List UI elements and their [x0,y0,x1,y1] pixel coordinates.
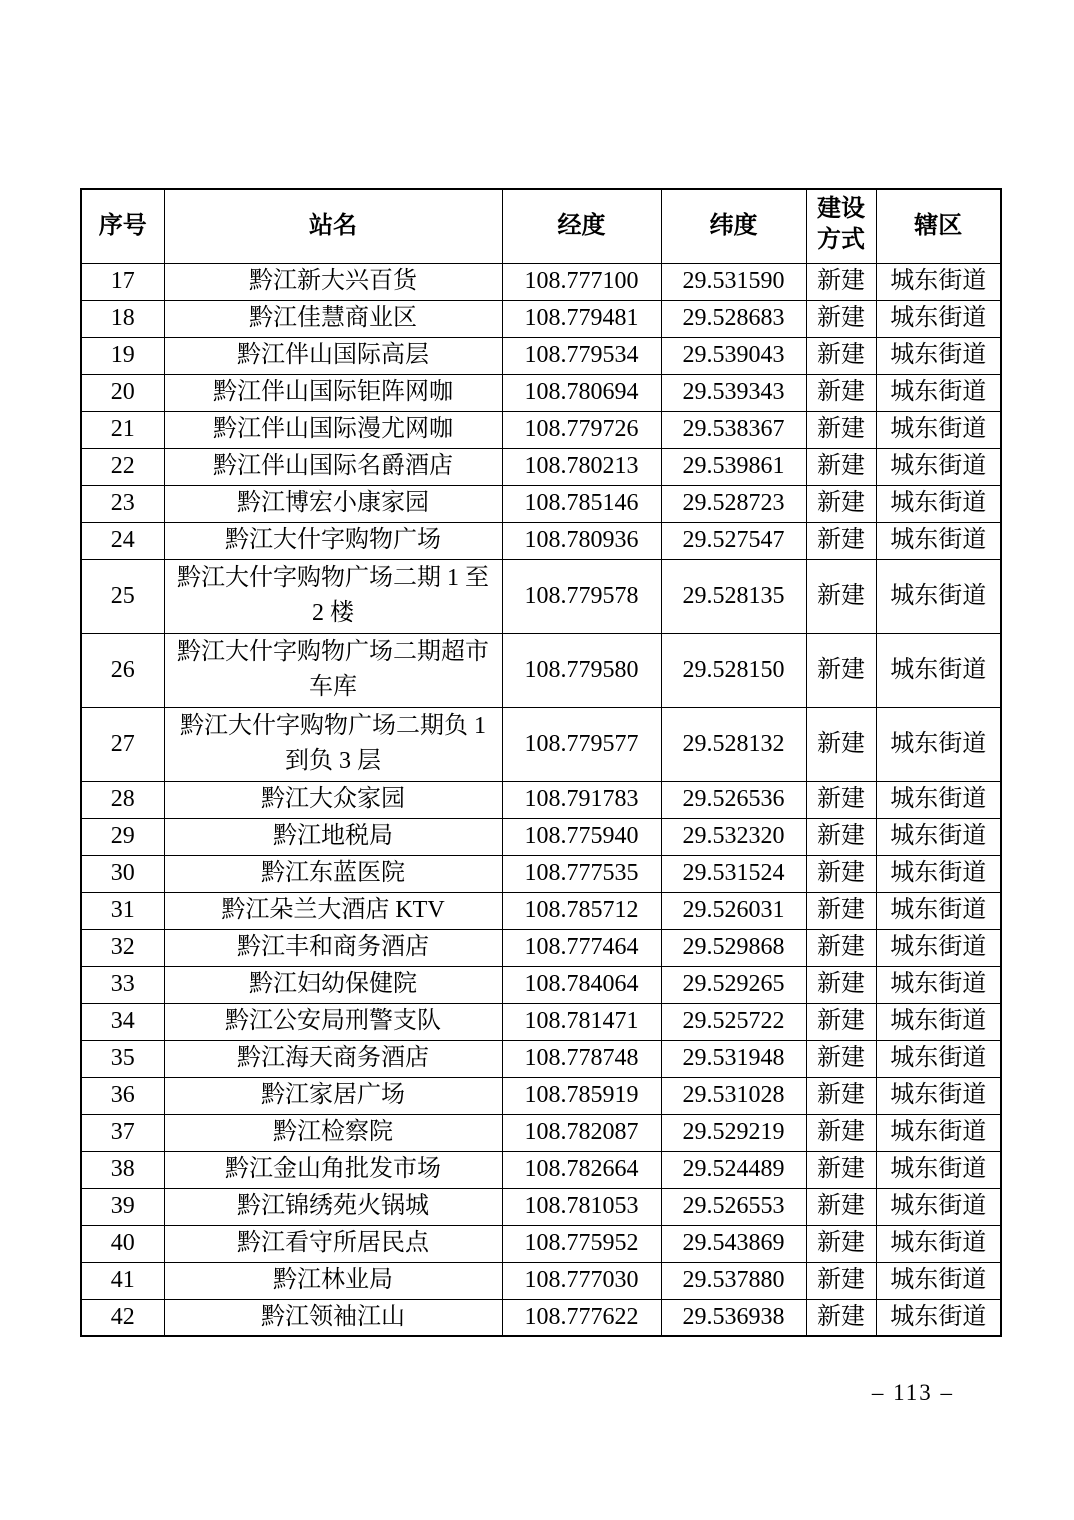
cell-district: 城东街道 [876,1040,1001,1077]
cell-district: 城东街道 [876,1299,1001,1336]
cell-longitude: 108.782664 [502,1151,661,1188]
cell-construction: 新建 [806,855,876,892]
table-row [81,559,1001,633]
table-row [81,374,1001,411]
cell-name: 黔江佳慧商业区 [164,300,502,337]
cell-district: 城东街道 [876,448,1001,485]
cell-construction: 新建 [806,1077,876,1114]
cell-index: 37 [81,1114,164,1151]
cell-index: 40 [81,1225,164,1262]
cell-construction: 新建 [806,1299,876,1336]
cell-longitude: 108.785712 [502,892,661,929]
cell-latitude: 29.526553 [661,1188,806,1225]
cell-latitude: 29.531524 [661,855,806,892]
table-row [81,707,1001,781]
cell-longitude: 108.777464 [502,929,661,966]
cell-longitude: 108.781471 [502,1003,661,1040]
cell-index: 27 [81,707,164,781]
cell-longitude: 108.779578 [502,559,661,633]
cell-name: 黔江家居广场 [164,1077,502,1114]
table-row [81,781,1001,818]
cell-construction: 新建 [806,892,876,929]
header-row [81,189,1001,263]
cell-longitude: 108.780936 [502,522,661,559]
cell-latitude: 29.528723 [661,485,806,522]
cell-index: 21 [81,411,164,448]
table-row [81,1114,1001,1151]
cell-latitude: 29.531028 [661,1077,806,1114]
cell-construction: 新建 [806,485,876,522]
cell-index: 33 [81,966,164,1003]
table-row [81,818,1001,855]
cell-latitude: 29.529868 [661,929,806,966]
cell-latitude: 29.531948 [661,1040,806,1077]
cell-construction: 新建 [806,966,876,1003]
cell-latitude: 29.528683 [661,300,806,337]
cell-construction: 新建 [806,1262,876,1299]
cell-district: 城东街道 [876,892,1001,929]
cell-district: 城东街道 [876,559,1001,633]
cell-latitude: 29.524489 [661,1151,806,1188]
cell-name: 黔江大什字购物广场 [164,522,502,559]
cell-latitude: 29.532320 [661,818,806,855]
column-header-index [81,189,164,263]
table-row [81,929,1001,966]
cell-longitude: 108.779726 [502,411,661,448]
cell-construction: 新建 [806,781,876,818]
cell-index: 39 [81,1188,164,1225]
table-row [81,1003,1001,1040]
table-row [81,300,1001,337]
cell-name: 黔江公安局刑警支队 [164,1003,502,1040]
cell-index: 32 [81,929,164,966]
column-header-longitude [502,189,661,263]
cell-district: 城东街道 [876,522,1001,559]
column-header-construction-label: 建设方式 [817,196,865,254]
cell-index: 17 [81,263,164,300]
cell-longitude: 108.780213 [502,448,661,485]
cell-construction: 新建 [806,1151,876,1188]
cell-name: 黔江大众家园 [164,781,502,818]
cell-construction: 新建 [806,1040,876,1077]
cell-longitude: 108.781053 [502,1188,661,1225]
cell-latitude: 29.528132 [661,707,806,781]
cell-name: 黔江伴山国际名爵酒店 [164,448,502,485]
cell-district: 城东街道 [876,485,1001,522]
table-row [81,337,1001,374]
column-header-district-label: 辖区 [914,212,963,239]
cell-index: 18 [81,300,164,337]
cell-name: 黔江朵兰大酒店 KTV [164,892,502,929]
cell-latitude: 29.531590 [661,263,806,300]
column-header-index-label: 序号 [98,212,147,239]
cell-latitude: 29.539043 [661,337,806,374]
cell-longitude: 108.785146 [502,485,661,522]
cell-longitude: 108.779580 [502,633,661,707]
cell-district: 城东街道 [876,1003,1001,1040]
cell-district: 城东街道 [876,966,1001,1003]
cell-district: 城东街道 [876,1225,1001,1262]
cell-latitude: 29.543869 [661,1225,806,1262]
cell-construction: 新建 [806,448,876,485]
cell-index: 41 [81,1262,164,1299]
cell-name: 黔江金山角批发市场 [164,1151,502,1188]
cell-longitude: 108.777100 [502,263,661,300]
cell-construction: 新建 [806,263,876,300]
cell-construction: 新建 [806,929,876,966]
cell-district: 城东街道 [876,1151,1001,1188]
cell-index: 30 [81,855,164,892]
cell-name: 黔江看守所居民点 [164,1225,502,1262]
cell-longitude: 108.779577 [502,707,661,781]
table-row [81,448,1001,485]
cell-name: 黔江伴山国际高层 [164,337,502,374]
cell-district: 城东街道 [876,374,1001,411]
cell-longitude: 108.785919 [502,1077,661,1114]
table-row [81,1225,1001,1262]
cell-district: 城东街道 [876,707,1001,781]
cell-name: 黔江大什字购物广场二期超市车库 [164,633,502,707]
cell-index: 35 [81,1040,164,1077]
cell-latitude: 29.527547 [661,522,806,559]
cell-district: 城东街道 [876,1114,1001,1151]
table-row [81,1262,1001,1299]
cell-index: 26 [81,633,164,707]
cell-district: 城东街道 [876,855,1001,892]
cell-latitude: 29.526536 [661,781,806,818]
cell-district: 城东街道 [876,633,1001,707]
cell-district: 城东街道 [876,263,1001,300]
table-row [81,1151,1001,1188]
cell-construction: 新建 [806,818,876,855]
stations-table [80,188,1002,1337]
column-header-name-label: 站名 [309,212,357,239]
table-row [81,855,1001,892]
cell-name: 黔江锦绣苑火锅城 [164,1188,502,1225]
cell-district: 城东街道 [876,1188,1001,1225]
cell-district: 城东街道 [876,411,1001,448]
table-row [81,1188,1001,1225]
cell-index: 25 [81,559,164,633]
table-row [81,1077,1001,1114]
cell-longitude: 108.777622 [502,1299,661,1336]
cell-construction: 新建 [806,522,876,559]
cell-longitude: 108.777030 [502,1262,661,1299]
cell-district: 城东街道 [876,1077,1001,1114]
cell-district: 城东街道 [876,781,1001,818]
cell-construction: 新建 [806,1114,876,1151]
cell-index: 38 [81,1151,164,1188]
cell-name: 黔江检察院 [164,1114,502,1151]
table-row [81,411,1001,448]
cell-name: 黔江地税局 [164,818,502,855]
cell-district: 城东街道 [876,929,1001,966]
cell-latitude: 29.528135 [661,559,806,633]
cell-name: 黔江新大兴百货 [164,263,502,300]
cell-index: 22 [81,448,164,485]
table-row [81,892,1001,929]
cell-latitude: 29.539861 [661,448,806,485]
cell-index: 31 [81,892,164,929]
cell-construction: 新建 [806,411,876,448]
column-header-district [876,189,1001,263]
cell-latitude: 29.529265 [661,966,806,1003]
cell-district: 城东街道 [876,1262,1001,1299]
cell-longitude: 108.775952 [502,1225,661,1262]
cell-index: 42 [81,1299,164,1336]
cell-construction: 新建 [806,1003,876,1040]
cell-name: 黔江博宏小康家园 [164,485,502,522]
cell-name: 黔江伴山国际漫尤网咖 [164,411,502,448]
cell-name: 黔江东蓝医院 [164,855,502,892]
cell-latitude: 29.526031 [661,892,806,929]
cell-construction: 新建 [806,1225,876,1262]
cell-longitude: 108.778748 [502,1040,661,1077]
cell-longitude: 108.780694 [502,374,661,411]
cell-construction: 新建 [806,1188,876,1225]
cell-latitude: 29.539343 [661,374,806,411]
page-number: – 113 – [871,1380,954,1405]
cell-name: 黔江领袖江山 [164,1299,502,1336]
table-row [81,1299,1001,1336]
cell-construction: 新建 [806,374,876,411]
cell-longitude: 108.775940 [502,818,661,855]
cell-longitude: 108.782087 [502,1114,661,1151]
cell-name: 黔江伴山国际钜阵网咖 [164,374,502,411]
cell-construction: 新建 [806,337,876,374]
cell-name: 黔江海天商务酒店 [164,1040,502,1077]
cell-construction: 新建 [806,300,876,337]
table-row [81,633,1001,707]
cell-latitude: 29.528150 [661,633,806,707]
table-row [81,966,1001,1003]
table-row [81,263,1001,300]
table-row [81,522,1001,559]
cell-latitude: 29.536938 [661,1299,806,1336]
table-row [81,485,1001,522]
cell-name: 黔江林业局 [164,1262,502,1299]
cell-district: 城东街道 [876,300,1001,337]
cell-index: 29 [81,818,164,855]
cell-index: 23 [81,485,164,522]
cell-latitude: 29.529219 [661,1114,806,1151]
cell-latitude: 29.525722 [661,1003,806,1040]
cell-construction: 新建 [806,559,876,633]
cell-name: 黔江大什字购物广场二期 1 至 2 楼 [164,559,502,633]
cell-index: 20 [81,374,164,411]
column-header-latitude [661,189,806,263]
cell-index: 24 [81,522,164,559]
cell-construction: 新建 [806,633,876,707]
cell-longitude: 108.779481 [502,300,661,337]
cell-index: 19 [81,337,164,374]
cell-district: 城东街道 [876,337,1001,374]
column-header-construction [806,189,876,263]
cell-longitude: 108.779534 [502,337,661,374]
column-header-longitude-label: 经度 [557,212,606,239]
cell-index: 36 [81,1077,164,1114]
cell-latitude: 29.537880 [661,1262,806,1299]
cell-latitude: 29.538367 [661,411,806,448]
cell-construction: 新建 [806,707,876,781]
cell-index: 28 [81,781,164,818]
cell-name: 黔江妇幼保健院 [164,966,502,1003]
cell-longitude: 108.791783 [502,781,661,818]
cell-district: 城东街道 [876,818,1001,855]
cell-name: 黔江大什字购物广场二期负 1 到负 3 层 [164,707,502,781]
cell-index: 34 [81,1003,164,1040]
cell-longitude: 108.784064 [502,966,661,1003]
cell-name: 黔江丰和商务酒店 [164,929,502,966]
column-header-name [164,189,502,263]
table-row [81,1040,1001,1077]
column-header-latitude-label: 纬度 [709,212,758,239]
cell-longitude: 108.777535 [502,855,661,892]
